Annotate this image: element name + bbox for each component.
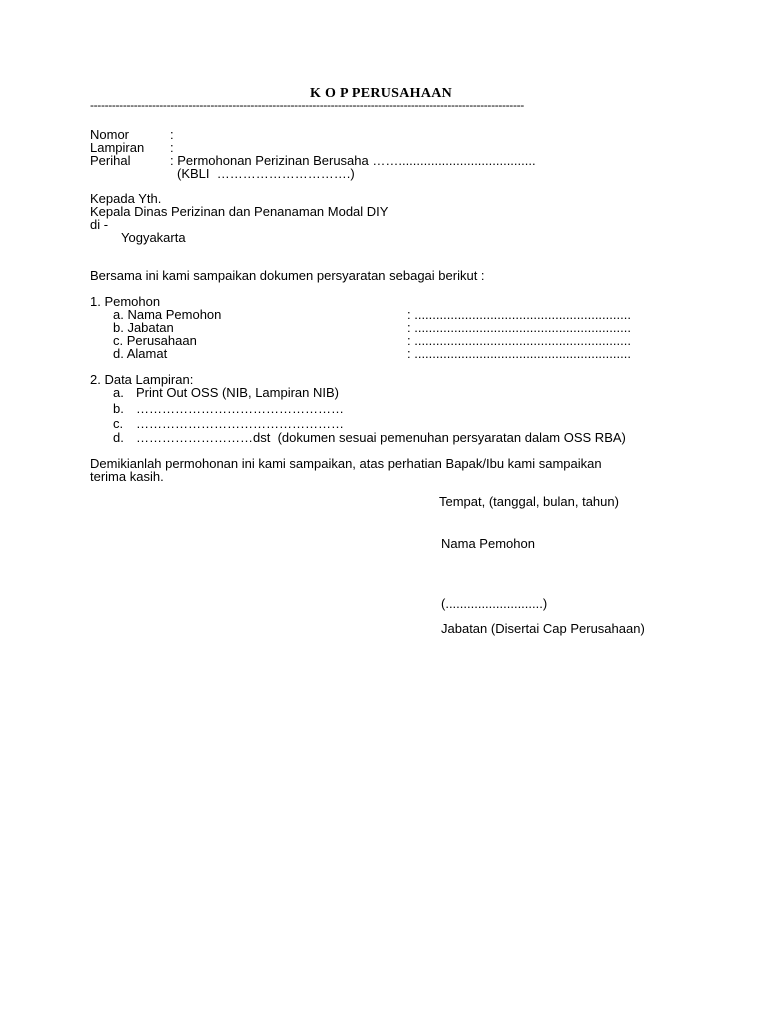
section-1-title: 1. Pemohon: [90, 294, 161, 309]
lampiran-item-text: …………………………………………: [136, 416, 344, 431]
section-2-title: 2. Data Lampiran:: [90, 372, 194, 387]
lampiran-item-text: …………………………………………: [136, 401, 344, 416]
lampiran-item-letter: b.: [113, 401, 124, 416]
pemohon-item-label: d. Alamat: [113, 346, 168, 361]
pemohon-item-value: : ............................................................: [407, 346, 631, 361]
lampiran-item-letter: c.: [113, 416, 124, 431]
pemohon-item-value: : ............................................................: [407, 320, 631, 335]
lampiran-item-letter: a.: [113, 385, 124, 400]
position-stamp-label: Jabatan (Disertai Cap Perusahaan): [441, 621, 645, 636]
kbli-value: (KBLI ………………………….): [177, 166, 355, 181]
closing-line-2: terima kasih.: [90, 469, 164, 484]
kop-title: K O P PERUSAHAAN: [310, 86, 453, 101]
pemohon-item-value: : ............................................................: [407, 333, 631, 348]
lampiran-item-text: ………………………dst (dokumen sesuai pemenuhan persyaratan dalam OSS RBA): [136, 430, 626, 445]
perihal-label: Perihal: [90, 153, 131, 168]
address-line-2: Kepala Dinas Perizinan dan Penanaman Modal DIY: [90, 204, 389, 219]
pemohon-item-label: c. Perusahaan: [113, 333, 197, 348]
address-line-4: Yogyakarta: [121, 230, 186, 245]
lampiran-item-letter: d.: [113, 430, 124, 445]
nomor-colon: :: [170, 127, 174, 142]
closing-line-1: Demikianlah permohonan ini kami sampaikan, atas perhatian Bapak/Ibu kami sampaikan: [90, 456, 602, 471]
pemohon-item-label: a. Nama Pemohon: [113, 307, 222, 322]
intro-paragraph: Bersama ini kami sampaikan dokumen persyaratan sebagai berikut :: [90, 268, 485, 283]
signature-blank: (...........................): [441, 596, 548, 611]
lampiran-label: Lampiran: [90, 140, 145, 155]
nomor-label: Nomor: [90, 127, 130, 142]
pemohon-item-label: b. Jabatan: [113, 320, 174, 335]
place-date: Tempat, (tanggal, bulan, tahun): [439, 494, 619, 509]
pemohon-item-value: : ............................................................: [407, 307, 631, 322]
address-line-3: di -: [90, 217, 109, 232]
applicant-name-label: Nama Pemohon: [441, 536, 535, 551]
header-divider: -----------------------------------------------------------------------------------------------------------------------: [90, 99, 524, 112]
perihal-value: : Permohonan Perizinan Berusaha ……......................................: [170, 153, 536, 168]
address-line-1: Kepada Yth.: [90, 191, 162, 206]
lampiran-item-text: Print Out OSS (NIB, Lampiran NIB): [136, 385, 340, 400]
lampiran-colon: :: [170, 140, 174, 155]
